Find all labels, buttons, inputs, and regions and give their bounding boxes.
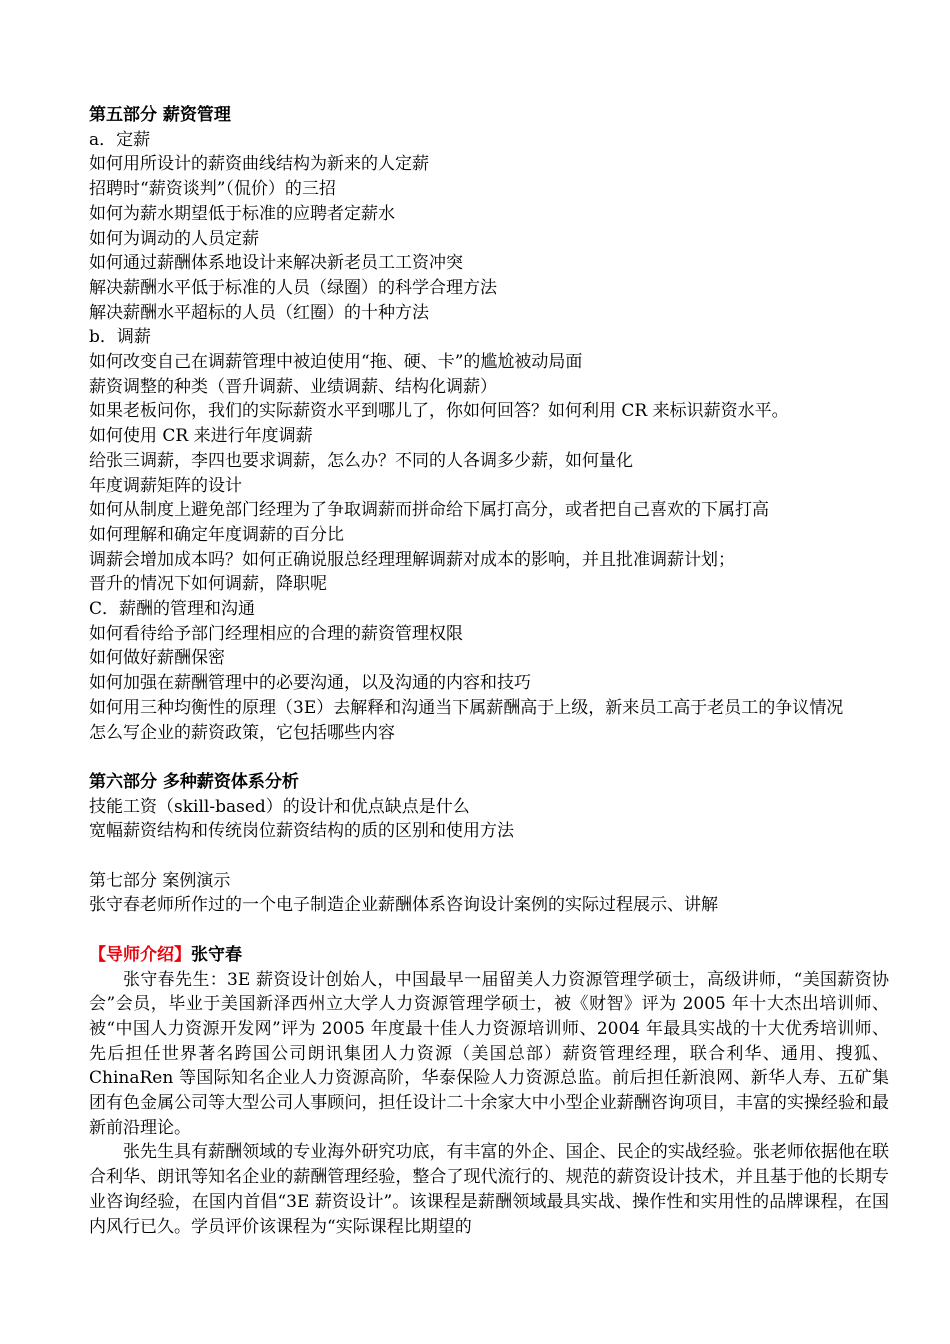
teacher-bio-paragraph: 张先生具有薪酬领域的专业海外研究功底，有丰富的外企、国企、民企的实战经验。张老师依据他在联合利华、朗讯等知名企业的薪酬管理经验，整合了现代流行的、规范的薪资设计技术，并且基于他的长期专业咨询经验，在国内首倡“3E 薪资设计”。该课程是薪酬领域最具实战、操作性和实用性的品牌课程，在国内风行已久。学员评价该课程为“实际课程比期望的 — [89, 1142, 889, 1237]
list-item: 招聘时“薪资谈判”（侃价）的三招 — [89, 179, 336, 200]
list-item: 如何做好薪酬保密 — [89, 648, 225, 669]
list-item: 解决薪酬水平低于标准的人员（绿圈）的科学合理方法 — [89, 277, 497, 298]
list-item: 如何看待给予部门经理相应的合理的薪资管理权限 — [89, 623, 463, 644]
part5-a-heading: a．定薪 — [89, 129, 151, 150]
list-item: 技能工资（skill-based）的设计和优点缺点是什么 — [89, 796, 470, 817]
list-item: 晋升的情况下如何调薪，降职呢 — [89, 574, 327, 595]
list-item: 如何加强在薪酬管理中的必要沟通，以及沟通的内容和技巧 — [89, 673, 531, 694]
list-item: 如何改变自己在调薪管理中被迫使用“拖、硬、卡”的尴尬被动局面 — [89, 352, 583, 373]
teacher-bio-paragraph: 张守春先生：3E 薪资设计创始人，中国最早一届留美人力资源管理学硕士，高级讲师，“美国薪资协会”会员，毕业于美国新泽西州立大学人力资源管理学硕士，被《财智》评为 2005 年十大杰出培训师、被“中国人力资源开发网”评为 2005 年度最十佳人力资源培训师、2004 年最具实战的十大优秀培训师、先后担任世界著名跨国公司朗讯集团人力资源（美国总部）薪资管理经理，联合利华、通用、搜狐、ChinaRen 等国际知名企业人力资源高阶，华泰保险人力资源总监。前后担任新浪网、新华人寿、五矿集团有色金属公司等大型公司人事顾问，担任设计二十余家大中小型企业薪酬咨询项目，丰富的实操经验和最新前沿理论。 — [89, 969, 889, 1138]
list-item: 张守春老师所作过的一个电子制造企业薪酬体系咨询设计案例的实际过程展示、讲解 — [89, 895, 718, 916]
list-item: 如何使用 CR 来进行年度调薪 — [89, 426, 313, 447]
spacer — [89, 745, 889, 770]
part5-c-heading: C．薪酬的管理和沟通 — [89, 599, 256, 620]
list-item: 如果老板问你，我们的实际薪资水平到哪儿了，你如何回答？如何利用 CR 来标识薪资水平。 — [89, 401, 789, 422]
part5-b-heading: b．调薪 — [89, 327, 151, 348]
list-item: 薪资调整的种类（晋升调薪、业绩调薪、结构化调薪） — [89, 376, 497, 397]
part5-heading: 第五部分 薪资管理 — [89, 105, 231, 125]
document-body — [89, 103, 889, 1239]
teacher-name: 张守春 — [191, 944, 242, 965]
teacher-heading — [89, 943, 889, 968]
list-item: 如何理解和确定年度调薪的百分比 — [89, 524, 344, 545]
list-item: 调薪会增加成本吗？如何正确说服总经理理解调薪对成本的影响，并且批准调薪计划； — [89, 549, 735, 570]
list-item: 解决薪酬水平超标的人员（红圈）的十种方法 — [89, 302, 429, 323]
list-item: 如何从制度上避免部门经理为了争取调薪而拼命给下属打高分，或者把自己喜欢的下属打高 — [89, 500, 769, 521]
part6-heading: 第六部分 多种薪资体系分析 — [89, 771, 299, 792]
list-item: 如何用三种均衡性的原理（3E）去解释和沟通当下属薪酬高于上级，新来员工高于老员工的争议情况 — [89, 697, 844, 718]
list-item: 如何为薪水期望低于标准的应聘者定薪水 — [89, 203, 395, 224]
spacer — [89, 844, 889, 869]
list-item: 年度调薪矩阵的设计 — [89, 475, 242, 496]
list-item: 如何用所设计的薪资曲线结构为新来的人定薪 — [89, 154, 429, 175]
list-item: 如何为调动的人员定薪 — [89, 228, 259, 249]
teacher-label: 【导师介绍】 — [89, 944, 191, 965]
list-item: 怎么写企业的薪资政策，它包括哪些内容 — [89, 722, 395, 743]
list-item: 给张三调薪，李四也要求调薪，怎么办？不同的人各调多少薪，如何量化 — [89, 450, 633, 471]
list-item: 宽幅薪资结构和传统岗位薪资结构的质的区别和使用方法 — [89, 821, 514, 842]
spacer — [89, 918, 889, 943]
part7-heading: 第七部分 案例演示 — [89, 870, 231, 891]
list-item: 如何通过薪酬体系地设计来解决新老员工工资冲突 — [89, 253, 463, 274]
